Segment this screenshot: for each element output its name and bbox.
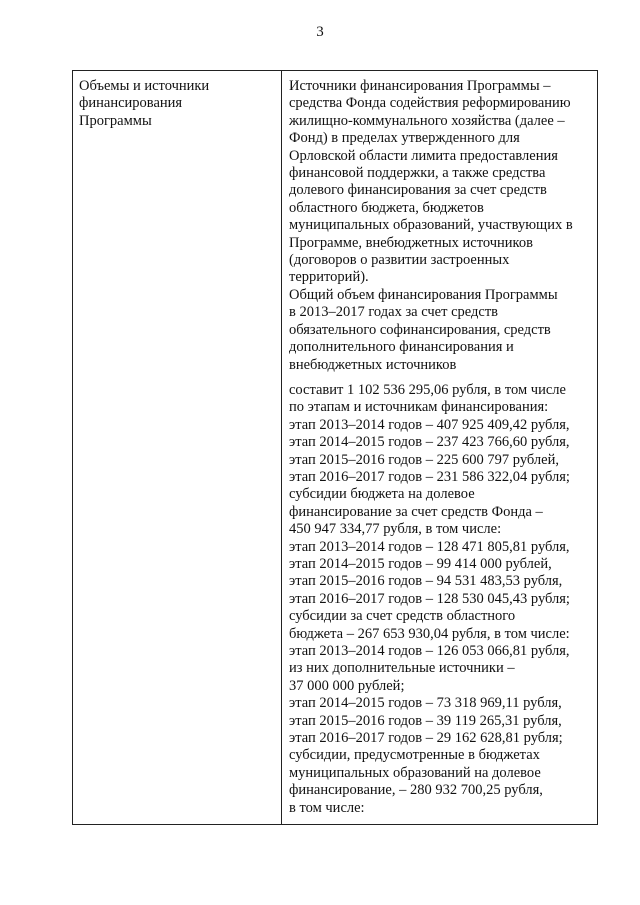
text-line: жилищно-коммунального хозяйства (далее –	[289, 112, 565, 129]
text-line: территорий).	[289, 269, 369, 286]
text-line: дополнительного финансирования и	[289, 339, 514, 356]
text-line: этап 2015–2016 годов – 225 600 797 рублей,	[289, 451, 559, 468]
row-header-line: Объемы и источники	[79, 78, 210, 94]
text-line: субсидии, предусмотренные в бюджетах	[289, 747, 540, 764]
text-line: областного бюджета, бюджетов	[289, 199, 484, 216]
text-line: этап 2014–2015 годов – 237 423 766,60 рубля,	[289, 434, 570, 451]
row-header-line: финансирования	[79, 95, 183, 112]
column-divider	[281, 71, 282, 824]
text-line: по этапам и источникам финансирования:	[289, 399, 549, 416]
text-line: этап 2013–2014 годов – 128 471 805,81 рубля,	[289, 538, 570, 555]
funding-description-cell	[289, 78, 599, 817]
text-line: бюджета – 267 653 930,04 рубля, в том числе:	[289, 625, 570, 642]
text-line: муниципальных образований на долевое	[289, 764, 541, 781]
text-line: этап 2013–2014 годов – 126 053 066,81 рубля,	[289, 643, 570, 659]
text-line: Орловской области лимита предоставления	[289, 147, 558, 164]
text-line: этап 2015–2016 годов – 39 119 265,31 рубля,	[289, 712, 562, 729]
text-line: субсидии за счет средств областного	[289, 608, 516, 625]
text-line: этап 2015–2016 годов – 94 531 483,53 рубля,	[289, 573, 563, 590]
text-line: Программе, внебюджетных источников	[289, 234, 533, 251]
text-line: в 2013–2017 годах за счет средств	[289, 304, 499, 321]
text-line: Фонд) в пределах утвержденного для	[289, 130, 520, 147]
text-line: этап 2016–2017 годов – 29 162 628,81 рубля;	[289, 730, 563, 747]
text-line: 37 000 000 рублей;	[289, 677, 405, 694]
text-line: средства Фонда содействия реформированию	[289, 95, 571, 112]
program-funding-table	[72, 70, 598, 825]
text-line: этап 2014–2015 годов – 73 318 969,11 рубля,	[289, 695, 562, 712]
funding-sources-paragraph	[289, 78, 599, 374]
text-line: Источники финансирования Программы –	[289, 78, 551, 94]
text-line: муниципальных образований, участвующих в	[289, 217, 573, 234]
page-number: 3	[316, 24, 324, 40]
text-line: этап 2016–2017 годов – 231 586 322,04 рубля;	[289, 468, 570, 485]
text-line: из них дополнительные источники –	[289, 660, 515, 677]
text-line: этап 2014–2015 годов – 99 414 000 рублей,	[289, 555, 552, 572]
text-line: субсидии бюджета на долевое	[289, 486, 475, 503]
row-header-cell	[79, 78, 274, 130]
text-line: финансирование, – 280 932 700,25 рубля,	[289, 782, 543, 799]
text-line: внебюджетных источников	[289, 356, 457, 373]
row-header-line: Программы	[79, 112, 152, 129]
text-line: 450 947 334,77 рубля, в том числе:	[289, 521, 502, 538]
text-line: долевого финансирования за счет средств	[289, 182, 547, 199]
text-line: обязательного софинансирования, средств	[289, 321, 551, 338]
text-line: в том числе:	[289, 799, 365, 816]
text-line: этап 2016–2017 годов – 128 530 045,43 рубля;	[289, 590, 570, 607]
paragraph-gap	[289, 374, 599, 382]
text-line: финансовой поддержки, а также средства	[289, 165, 546, 182]
text-line: Общий объем финансирования Программы	[289, 286, 558, 303]
text-line: составит 1 102 536 295,06 рубля, в том числе	[289, 381, 566, 398]
text-line: этап 2013–2014 годов – 407 925 409,42 рубля,	[289, 416, 570, 433]
text-line: (договоров о развитии застроенных	[289, 252, 510, 269]
text-line: финансирование за счет средств Фонда –	[289, 503, 543, 520]
funding-amounts-paragraph	[289, 382, 599, 817]
